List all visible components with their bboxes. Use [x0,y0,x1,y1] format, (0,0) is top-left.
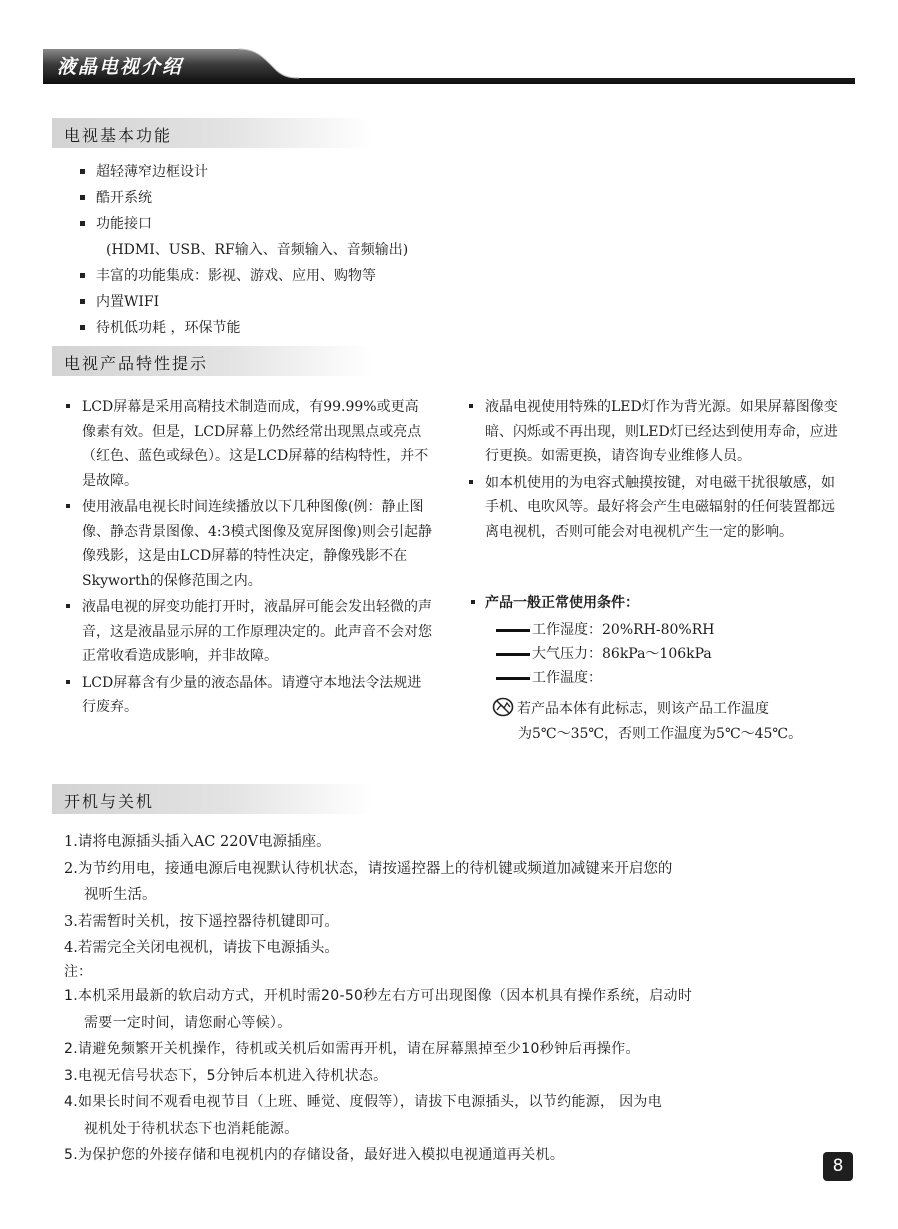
list-item: 3.若需暂时关机，按下遥控器待机键即可。 [64,913,339,930]
step-line-continued: 视听生活。 [84,887,157,903]
list-item: 如本机使用的为电容式触摸按键，对电磁干扰很敏感，如手机、电吹风等。最好将会产生电磁辐射的任何装置都远离电视机，否则可能会对电视机产生一定的影响。 [467,471,839,545]
note-line: 1.本机采用最新的软启动方式，开机时需20-50秒左右方可出现图像（因本机具有操作系统，启动时 [64,988,693,1004]
section-title-power: 开机与关机 [64,792,155,811]
condition-temperature-text: 工作温度： [532,670,602,686]
list-item-label: 功能接口 [96,216,152,232]
section-title-features: 电视产品特性提示 [64,354,209,373]
list-item: LCD屏幕含有少量的液态晶体。请遵守本地法令法规进行废弃。 [64,671,432,720]
list-item: 3.电视无信号状态下，5分钟后本机进入待机状态。 [64,1067,388,1084]
chapter-header [43,45,855,85]
power-steps-list [64,829,672,962]
temperature-note-line1: 若产品本体有此标志，则该产品工作温度 [517,701,769,717]
section-head-power [52,784,372,814]
temperature-note-line2: 为5℃～35℃，否则工作温度为5℃～45℃。 [518,726,803,742]
list-item: 酷开系统 [80,185,500,211]
temperature-mark-icon [492,697,514,717]
list-item: 4.若需完全关闭电视机，请拔下电源插头。 [64,940,339,956]
section-head-basic [52,118,372,148]
list-item: 5.为保护您的外接存储和电视机内的存储设备，最好进入模拟电视通道再关机。 [64,1147,565,1163]
list-item: 2.请避免频繁开关机操作，待机或关机后如需再开机，请在屏幕黑掉至少10秒钟后再操作。 [64,1041,640,1057]
dash-mark [496,629,530,632]
list-item: 液晶电视的屏变功能打开时，液晶屏可能会发出轻微的声音，这是液晶显示屏的工作原理决定的。此声音不会对您正常收看造成影响，并非故障。 [64,595,432,669]
basic-feature-list [80,159,500,341]
power-notes-list [64,983,692,1169]
step-line: 2.为节约用电，接通电源后电视默认待机状态，请按遥控器上的待机键或频道加减键来开启您的 [64,860,673,877]
list-item [80,211,500,263]
list-item: 1.请将电源插头插入AC 220V电源插座。 [64,834,331,850]
list-item [64,856,672,909]
dash-mark [496,653,530,656]
note-line-continued: 视机处于待机状态下也消耗能源。 [84,1120,299,1137]
condition-humidity [496,619,714,639]
list-item: 内置WIFI [80,289,500,315]
condition-pressure-text: 大气压力：86kPa～106kPa [532,646,712,662]
chapter-title: 液晶电视介绍 [57,56,184,78]
conditions-title: 产品一般正常使用条件： [469,592,639,612]
features-right-list [467,395,839,546]
list-item [64,1089,692,1142]
features-left-list [64,395,432,722]
note-line-continued: 需要一定时间，请您耐心等候）。 [84,1014,292,1031]
list-item: 丰富的功能集成：影视、游戏、应用、购物等 [80,263,500,289]
list-item: 超轻薄窄边框设计 [80,159,500,185]
condition-humidity-text: 工作湿度：20%RH-80%RH [532,622,715,638]
interface-detail: (HDMI、USB、RF输入、音频输入、音频输出) [106,242,409,258]
condition-temperature [496,667,602,687]
section-head-features [52,346,372,376]
list-item: 待机低功耗 ，环保节能 [80,315,500,341]
note-line: 4.如果长时间不观看电视节目（上班、睡觉、度假等），请拔下电源插头，以节约能源， 因为电 [64,1094,663,1110]
section-title-basic: 电视基本功能 [64,126,173,145]
condition-pressure [496,643,712,663]
list-item [64,983,692,1036]
temperature-note [492,697,852,747]
list-item: LCD屏幕是采用高精技术制造而成，有99.99%或更高像素有效。但是，LCD屏幕上仍然经常出现黑点或亮点（红色、蓝色或绿色）。这是LCD屏幕的结构特性，并不是故障。 [64,395,432,493]
list-item: 使用液晶电视长时间连续播放以下几种图像(例：静止图像、静态背景图像、4:3模式图像及宽屏图像)则会引起静像残影，这是由LCD屏幕的特性决定，静像残影不在Skyworth的保修范围之内。 [64,495,432,593]
page-number: 8 [823,1152,853,1181]
notes-label: 注： [64,964,92,980]
list-item: 液晶电视使用特殊的LED灯作为背光源。如果屏幕图像变暗、闪烁或不再出现，则LED灯已经达到使用寿命，应进行更换。如需更换，请咨询专业维修人员。 [467,395,839,469]
dash-mark [496,677,530,680]
